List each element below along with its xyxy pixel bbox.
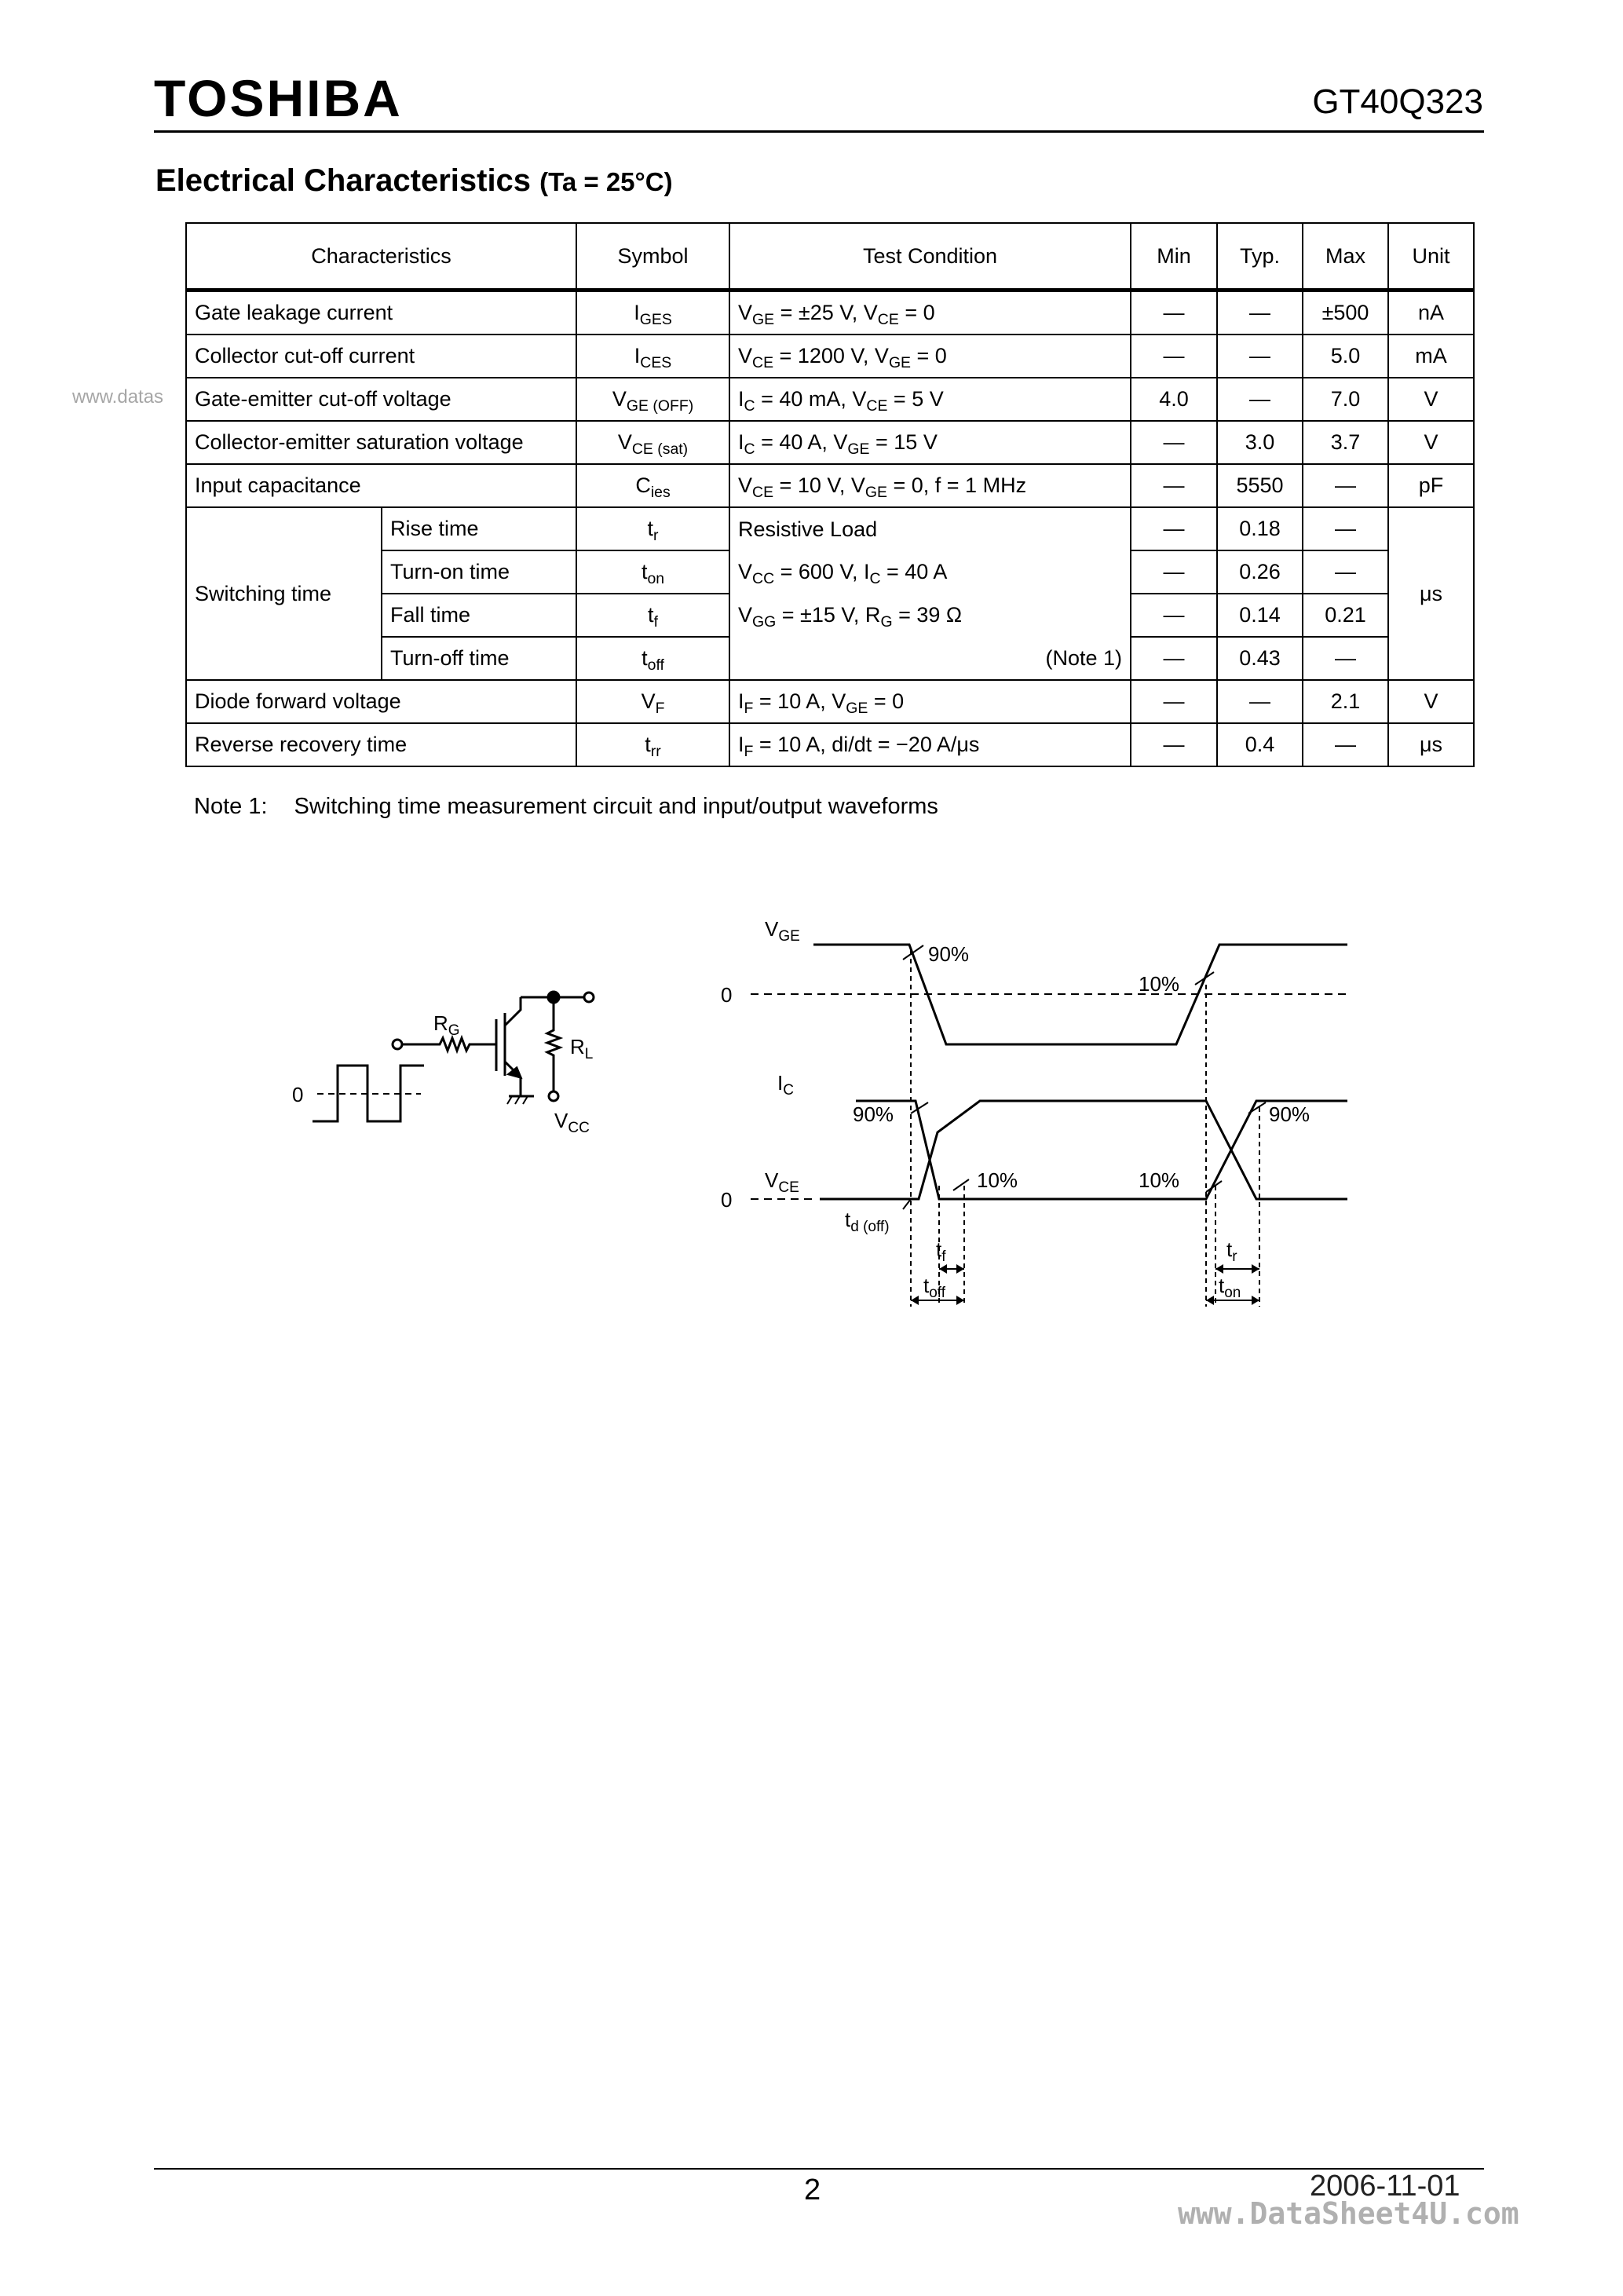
symbol-sub: r <box>653 526 659 544</box>
typ-cell: 0.14 <box>1217 594 1303 637</box>
symbol-main: t <box>645 733 651 756</box>
unit-cell: μs <box>1388 723 1474 766</box>
column-header: Max <box>1303 223 1388 291</box>
condition-cell: $V_{GE} = \pm 25$ V, $V_{CE} = 0$ <box>729 291 1131 335</box>
typ-cell: — <box>1217 335 1303 378</box>
toff-label: $t_{off}$ <box>923 1274 946 1301</box>
typ-cell: 0.43 <box>1217 637 1303 680</box>
min-cell: — <box>1131 550 1217 594</box>
watermark-left: www.datas <box>72 386 164 408</box>
typ-cell: 0.26 <box>1217 550 1303 594</box>
symbol-main: V <box>641 689 656 713</box>
max-cell: ±500 <box>1303 291 1388 335</box>
max-cell: 7.0 <box>1303 378 1388 421</box>
symbol-sub: off <box>647 656 664 674</box>
ic-10-label-right: 10% <box>1139 1168 1180 1192</box>
characteristic-cell: Reverse recovery time <box>186 723 576 766</box>
vcc-label: $V_{CC}$ <box>554 1109 590 1136</box>
typ-cell: 0.4 <box>1217 723 1303 766</box>
vge-10-tick <box>1195 972 1214 985</box>
condition-cell: Resistive Load <box>729 507 1131 550</box>
symbol-main: I <box>634 344 641 367</box>
max-cell: — <box>1303 464 1388 507</box>
symbol-main: I <box>634 301 640 324</box>
symbol-main: V <box>617 430 632 454</box>
symbol-main: C <box>635 473 651 497</box>
igbt-collector <box>505 997 521 1026</box>
column-header: Test Condition <box>729 223 1131 291</box>
characteristic-cell: Collector cut-off current <box>186 335 576 378</box>
symbol-sub: CE (sat) <box>631 440 689 458</box>
tr-label: $t_r$ <box>1226 1238 1237 1265</box>
td-off-label: $t_{d (off)}$ <box>845 1208 890 1235</box>
condition-cell: $V_{CE} = 1200$ V, $V_{GE} = 0$ <box>729 335 1131 378</box>
zero-label-vge: 0 <box>721 983 733 1007</box>
watermark-bottom: www.DataSheet4U.com <box>1178 2196 1519 2231</box>
column-header: Unit <box>1388 223 1474 291</box>
symbol-main: t <box>647 517 654 540</box>
revision-date: 2006-11-01 <box>1310 2170 1460 2203</box>
typ-cell: — <box>1217 291 1303 335</box>
typ-cell: 3.0 <box>1217 421 1303 464</box>
min-cell: — <box>1131 421 1217 464</box>
vge-waveform <box>813 945 1347 1044</box>
gate-terminal <box>393 1040 402 1049</box>
load-resistor <box>547 997 560 1091</box>
column-header: Characteristics <box>186 223 576 291</box>
condition-cell: $V_{CE} = 10$ V, $V_{GE} = 0$, f = 1 MHz <box>729 464 1131 507</box>
column-header: Typ. <box>1217 223 1303 291</box>
symbol-sub: rr <box>650 742 661 760</box>
unit-cell: V <box>1388 680 1474 723</box>
characteristic-cell: Gate leakage current <box>186 291 576 335</box>
ic-90-tick-right <box>1248 1102 1266 1113</box>
condition-cell: $I_F = 10$ A, $V_{GE} = 0$ <box>729 680 1131 723</box>
unit-cell: pF <box>1388 464 1474 507</box>
symbol-sub: CES <box>640 353 672 371</box>
max-cell: — <box>1303 723 1388 766</box>
page-number: 2 <box>804 2174 821 2206</box>
ic-label: $I_C$ <box>777 1071 794 1099</box>
brand-logo: TOSHIBA <box>154 69 403 127</box>
min-cell: — <box>1131 680 1217 723</box>
arrowhead-3 <box>911 1296 919 1305</box>
symbol-main: V <box>612 387 627 411</box>
unit-cell: V <box>1388 421 1474 464</box>
typ-cell: — <box>1217 378 1303 421</box>
min-cell: 4.0 <box>1131 378 1217 421</box>
characteristic-cell: Input capacitance <box>186 464 576 507</box>
max-cell: 3.7 <box>1303 421 1388 464</box>
condition-cell: $V_{CC} = 600$ V, $I_C = 40$ A <box>729 550 1131 594</box>
max-cell: — <box>1303 637 1388 680</box>
ton-label: $t_{on}$ <box>1219 1274 1241 1301</box>
vge-10-label: 10% <box>1139 972 1180 996</box>
tf-label: $t_f$ <box>936 1238 946 1265</box>
max-cell: — <box>1303 550 1388 594</box>
note-1-label: Note 1: <box>194 794 268 819</box>
switching-param-name: Turn-on time <box>382 550 576 594</box>
unit-cell: V <box>1388 378 1474 421</box>
footer-rule <box>154 2168 1484 2170</box>
symbol-sub: f <box>653 612 658 631</box>
max-cell: — <box>1303 507 1388 550</box>
zero-label-vce: 0 <box>721 1188 733 1212</box>
arrowhead-7 <box>1206 1296 1214 1305</box>
vcc-terminal <box>549 1091 558 1101</box>
typ-cell: 5550 <box>1217 464 1303 507</box>
switching-param-name: Fall time <box>382 594 576 637</box>
condition-cell: $V_{GG} = \pm 15$ V, $R_G = 39$ Ω <box>729 594 1131 637</box>
unit-cell: nA <box>1388 291 1474 335</box>
symbol-main: t <box>641 560 648 583</box>
ic-90-label-right: 90% <box>1269 1102 1310 1126</box>
max-cell: 0.21 <box>1303 594 1388 637</box>
output-terminal <box>584 993 594 1002</box>
min-cell: — <box>1131 335 1217 378</box>
symbol-main: t <box>648 603 654 627</box>
emitter-arrow <box>509 1068 521 1077</box>
min-cell: — <box>1131 291 1217 335</box>
vce-label: $V_{CE}$ <box>765 1168 799 1196</box>
note-1-text: Switching time measurement circuit and input/output waveforms <box>294 794 938 819</box>
part-number: GT40Q323 <box>1312 82 1483 121</box>
min-cell: — <box>1131 594 1217 637</box>
arrowhead-2 <box>956 1264 964 1274</box>
vge-90-label: 90% <box>928 942 970 966</box>
column-header: Symbol <box>576 223 729 291</box>
min-cell: — <box>1131 464 1217 507</box>
unit-cell: μs <box>1388 507 1474 680</box>
switching-time-label: Switching time <box>186 507 382 680</box>
symbol-sub: ies <box>650 483 671 501</box>
switching-param-name: Turn-off time <box>382 637 576 680</box>
max-cell: 5.0 <box>1303 335 1388 378</box>
condition-cell: $I_F = 10$ A, di/dt = −20 A/μs <box>729 723 1131 766</box>
section-title-text: Electrical Characteristics <box>155 163 532 198</box>
switching-param-name: Rise time <box>382 507 576 550</box>
characteristic-cell: Gate-emitter cut-off voltage <box>186 378 576 421</box>
characteristic-cell: Diode forward voltage <box>186 680 576 723</box>
arrowhead-5 <box>1215 1264 1223 1274</box>
gate-resistor <box>402 1038 496 1051</box>
note-ref: (Note 1) <box>1045 646 1123 670</box>
measurement-circuit <box>313 992 594 1121</box>
symbol-sub: on <box>647 569 665 587</box>
ic-90-tick-left <box>911 1102 928 1113</box>
arrowhead-8 <box>1252 1296 1259 1305</box>
typ-cell: — <box>1217 680 1303 723</box>
ic-10-tick-left <box>953 1179 969 1190</box>
td-off-pointer <box>903 1199 911 1209</box>
max-cell: 2.1 <box>1303 680 1388 723</box>
typ-cell: 0.18 <box>1217 507 1303 550</box>
rg-label: $R_G$ <box>433 1011 460 1039</box>
ic-90-label-left: 90% <box>853 1102 894 1126</box>
zero-label-circuit: 0 <box>292 1083 304 1106</box>
condition-cell: $I_C = 40$ A, $V_{GE} = 15$ V <box>729 421 1131 464</box>
waveform-arrowheads <box>911 1264 1259 1305</box>
min-cell: — <box>1131 723 1217 766</box>
arrowhead-1 <box>939 1264 947 1274</box>
characteristic-cell: Collector-emitter saturation voltage <box>186 421 576 464</box>
unit-cell: mA <box>1388 335 1474 378</box>
waveforms <box>751 945 1347 1307</box>
vge-label: $V_{GE}$ <box>765 917 800 945</box>
symbol-sub: F <box>655 699 665 717</box>
condition-cell: $I_C = 40$ mA, $V_{CE} = 5$ V <box>729 378 1131 421</box>
symbol-sub: GES <box>639 310 672 328</box>
symbol-main: t <box>642 646 648 670</box>
rl-label: $R_L$ <box>570 1035 594 1062</box>
ic-10-label-left: 10% <box>977 1168 1018 1192</box>
arrowhead-6 <box>1252 1264 1259 1274</box>
min-cell: — <box>1131 637 1217 680</box>
column-header: Min <box>1131 223 1217 291</box>
section-condition: (Ta = 25°C) <box>539 167 673 196</box>
arrowhead-4 <box>956 1296 964 1305</box>
symbol-sub: GE (OFF) <box>626 397 694 415</box>
min-cell: — <box>1131 507 1217 550</box>
